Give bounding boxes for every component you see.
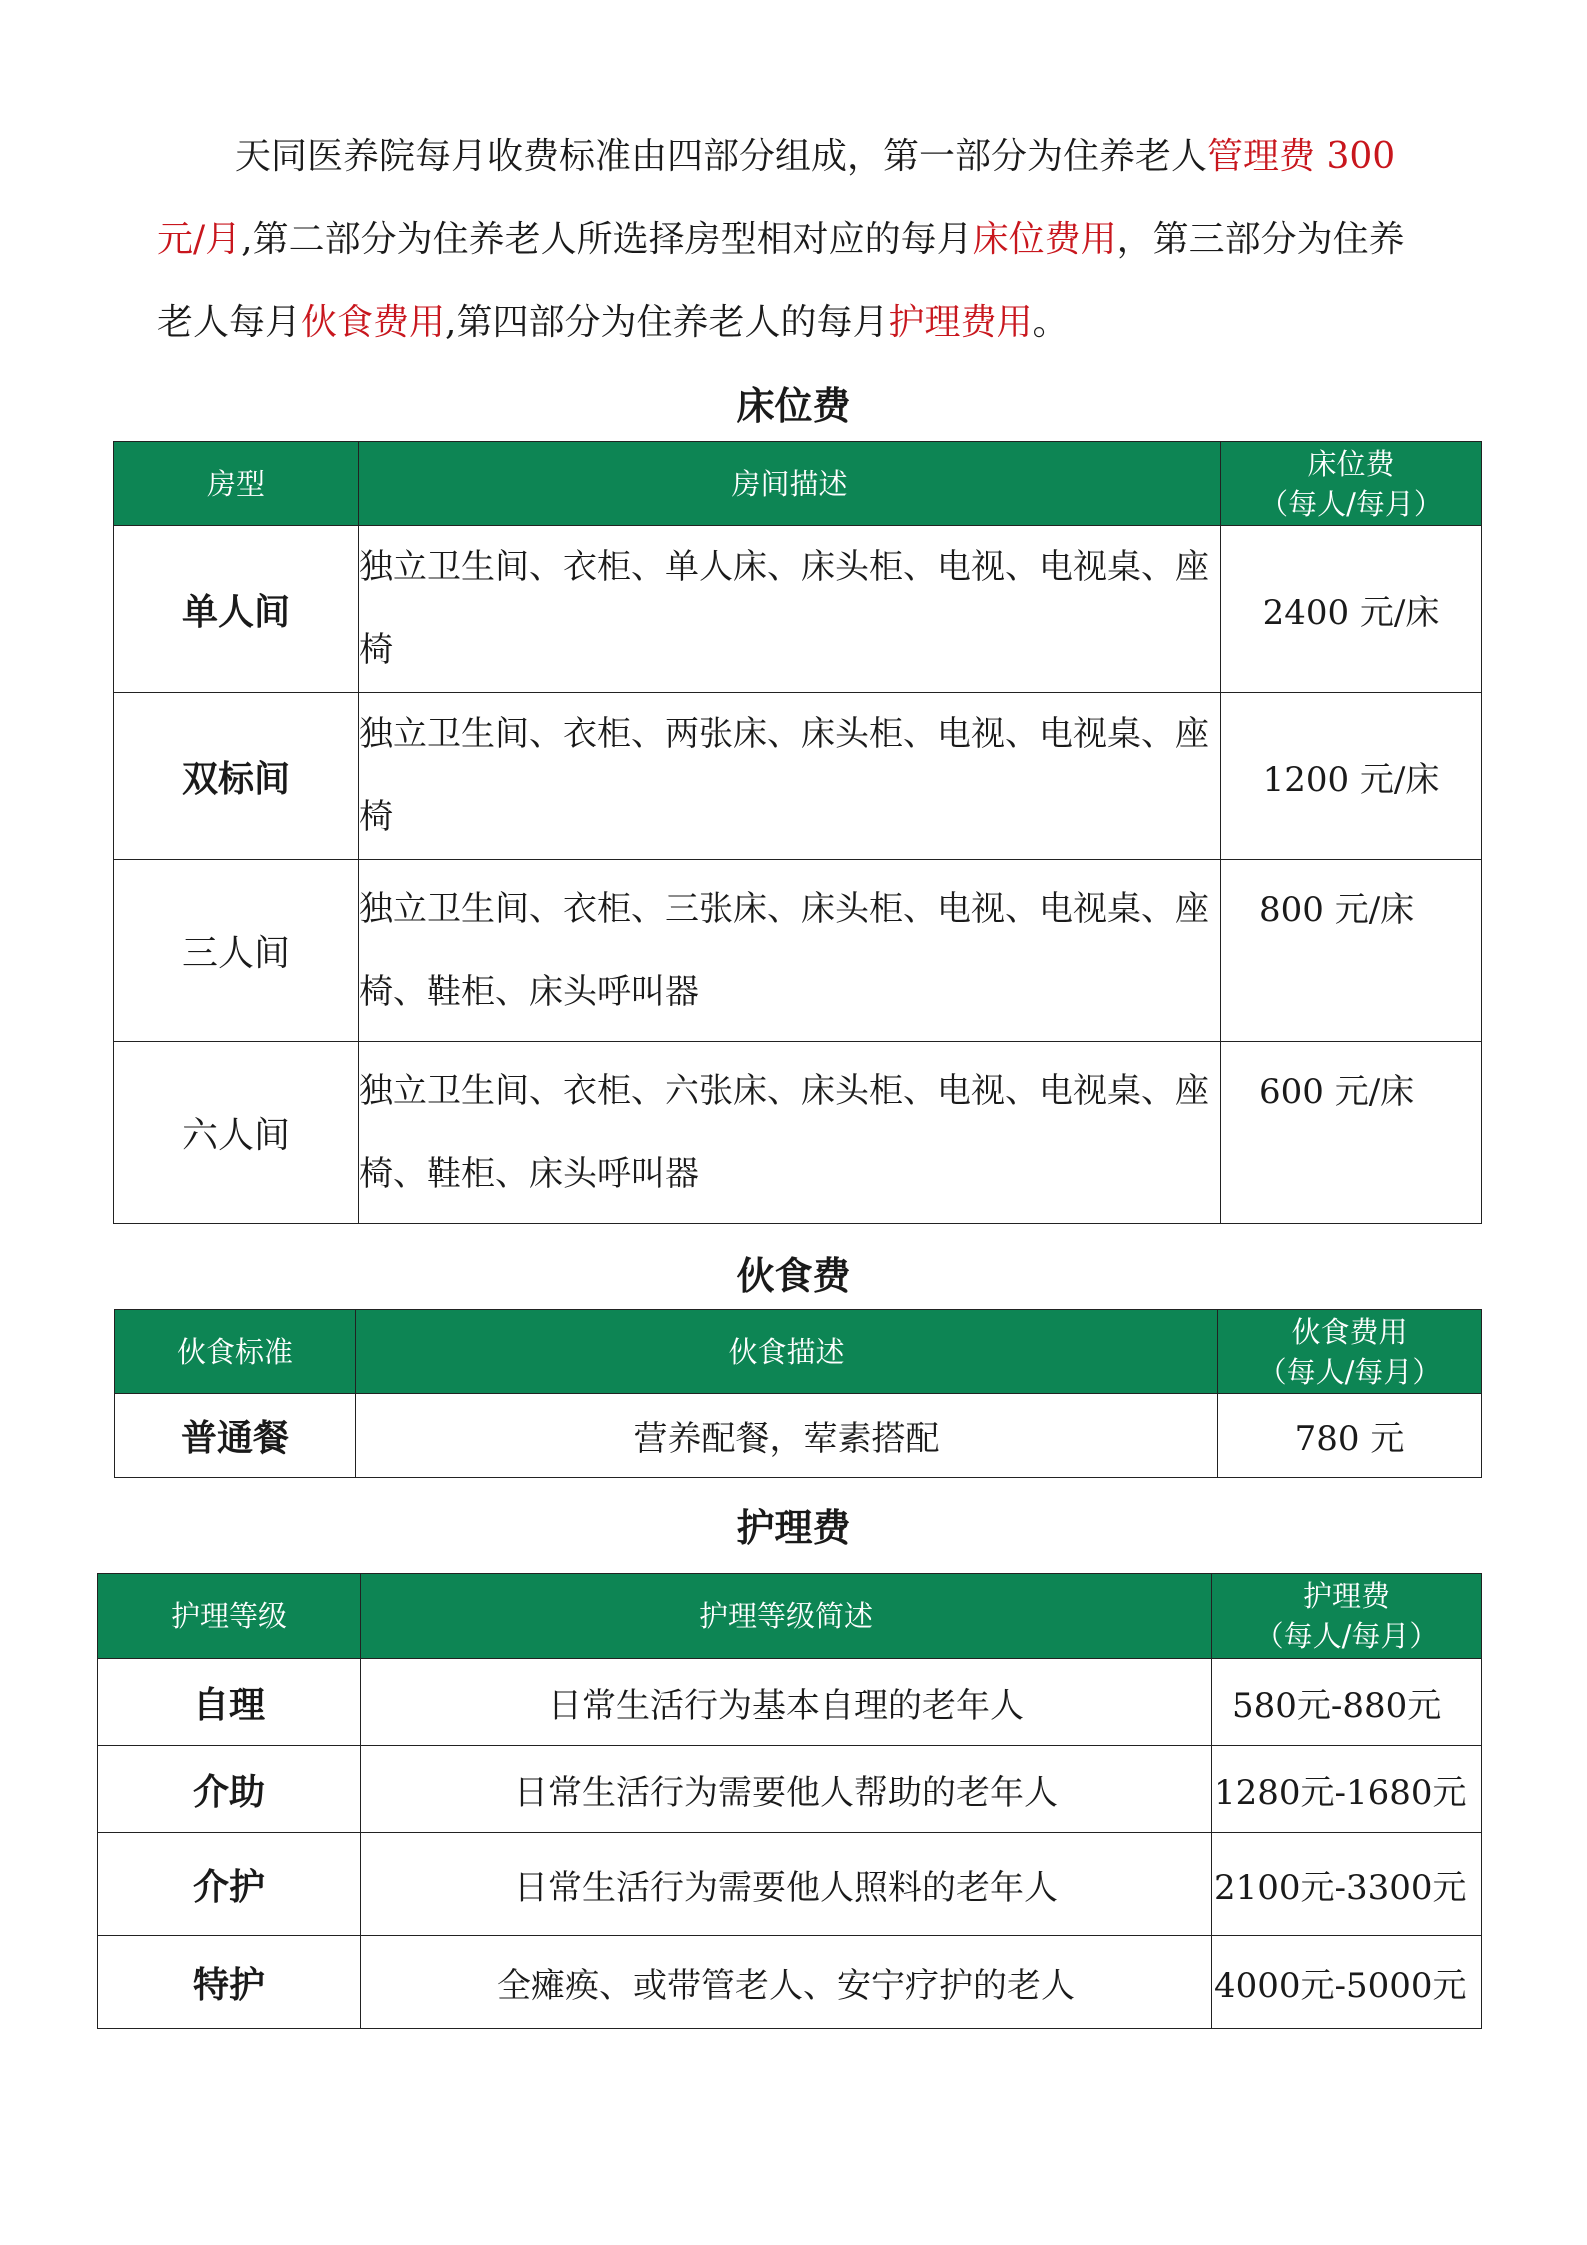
meal-standard-cell: 普通餐 (115, 1394, 356, 1478)
bed-desc-header: 房间描述 (359, 442, 1221, 526)
care-fee-header (1212, 1574, 1482, 1659)
bed-fee-header-line1: 床位费 (1307, 446, 1395, 481)
care-fee-header-line1: 护理费 (1302, 1579, 1390, 1613)
meal-fee-header (1218, 1310, 1482, 1394)
care-fee-table (97, 1573, 1482, 2029)
care-level-cell: 介护 (98, 1833, 361, 1936)
room-desc-cell: 独立卫生间、衣柜、六张床、床头柜、电视、电视桌、座椅、鞋柜、床头呼叫器 (359, 1042, 1221, 1224)
care-desc-cell: 全瘫痪、或带管老人、安宁疗护的老人 (361, 1936, 1212, 2029)
management-fee-highlight: 管理费 300 元/月 (157, 136, 1396, 260)
room-type-cell: 单人间 (114, 526, 359, 693)
care-desc-cell: 日常生活行为需要他人照料的老年人 (361, 1833, 1212, 1936)
table-row (115, 1394, 1482, 1478)
meal-fee-highlight: 伙食费用 (301, 302, 446, 343)
intro-text-1: 天同医养院每月收费标准由四部分组成，第一部分为住养老人 (235, 136, 1208, 177)
intro-text-2: ,第二部分为住养老人所选择房型相对应的每月 (241, 219, 973, 260)
care-fee-title: 护理费 (736, 1506, 851, 1550)
care-desc-cell: 日常生活行为基本自理的老年人 (361, 1659, 1212, 1746)
meal-fee-header-row (115, 1310, 1482, 1394)
room-price-cell: 600 元/床 (1221, 1042, 1482, 1224)
table-row (98, 1659, 1482, 1746)
meal-fee-header-line1: 伙食费用 (1291, 1314, 1408, 1349)
care-fee-header-row (98, 1574, 1482, 1659)
care-fee-header-line2: （每人/每月） (1254, 1619, 1439, 1653)
care-desc-header: 护理等级简述 (361, 1574, 1212, 1659)
table-row (114, 526, 1482, 693)
care-price-cell: 4000元-5000元 (1212, 1936, 1482, 2029)
room-desc-cell: 独立卫生间、衣柜、三张床、床头柜、电视、电视桌、座椅、鞋柜、床头呼叫器 (359, 860, 1221, 1042)
room-type-cell: 三人间 (114, 860, 359, 1042)
intro-text-4: ,第四部分为住养老人的每月 (445, 302, 889, 343)
table-row (98, 1833, 1482, 1936)
bed-fee-header-line2: （每人/每月） (1259, 486, 1443, 521)
room-price-cell: 800 元/床 (1221, 860, 1482, 1042)
table-row (114, 1042, 1482, 1224)
room-desc-cell: 独立卫生间、衣柜、两张床、床头柜、电视、电视桌、座椅 (359, 693, 1221, 860)
meal-desc-cell: 营养配餐，荤素搭配 (356, 1394, 1218, 1478)
intro-text-5: 。 (1032, 302, 1069, 343)
bed-fee-header-row (114, 442, 1482, 526)
bed-fee-title: 床位费 (736, 384, 851, 428)
room-desc-cell: 独立卫生间、衣柜、单人床、床头柜、电视、电视桌、座椅 (359, 526, 1221, 693)
meal-desc-header: 伙食描述 (356, 1310, 1218, 1394)
bed-fee-highlight: 床位费用 (972, 219, 1117, 260)
care-desc-cell: 日常生活行为需要他人帮助的老年人 (361, 1746, 1212, 1833)
care-level-header: 护理等级 (98, 1574, 361, 1659)
table-row (98, 1936, 1482, 2029)
care-level-cell: 特护 (98, 1936, 361, 2029)
care-level-cell: 介助 (98, 1746, 361, 1833)
meal-standard-header: 伙食标准 (115, 1310, 356, 1394)
bed-fee-table (113, 441, 1482, 1224)
care-level-cell: 自理 (98, 1659, 361, 1746)
meal-fee-table (114, 1309, 1482, 1478)
table-row (114, 693, 1482, 860)
room-price-cell: 2400 元/床 (1221, 526, 1482, 693)
intro-text-3: ，第三部分为住养老人每月 (157, 219, 1405, 343)
table-row (114, 860, 1482, 1042)
bed-type-header: 房型 (114, 442, 359, 526)
room-price-cell: 1200 元/床 (1221, 693, 1482, 860)
care-price-cell: 580元-880元 (1212, 1659, 1482, 1746)
meal-price-cell: 780 元 (1218, 1394, 1482, 1478)
care-fee-highlight: 护理费用 (888, 302, 1033, 343)
room-type-cell: 双标间 (114, 693, 359, 860)
meal-fee-header-line2: （每人/每月） (1257, 1354, 1442, 1389)
room-type-cell: 六人间 (114, 1042, 359, 1224)
care-price-cell: 1280元-1680元 (1212, 1746, 1482, 1833)
meal-fee-title: 伙食费 (736, 1254, 851, 1298)
intro-paragraph (157, 115, 1427, 364)
care-price-cell: 2100元-3300元 (1212, 1833, 1482, 1936)
bed-fee-header (1221, 442, 1482, 526)
table-row (98, 1746, 1482, 1833)
